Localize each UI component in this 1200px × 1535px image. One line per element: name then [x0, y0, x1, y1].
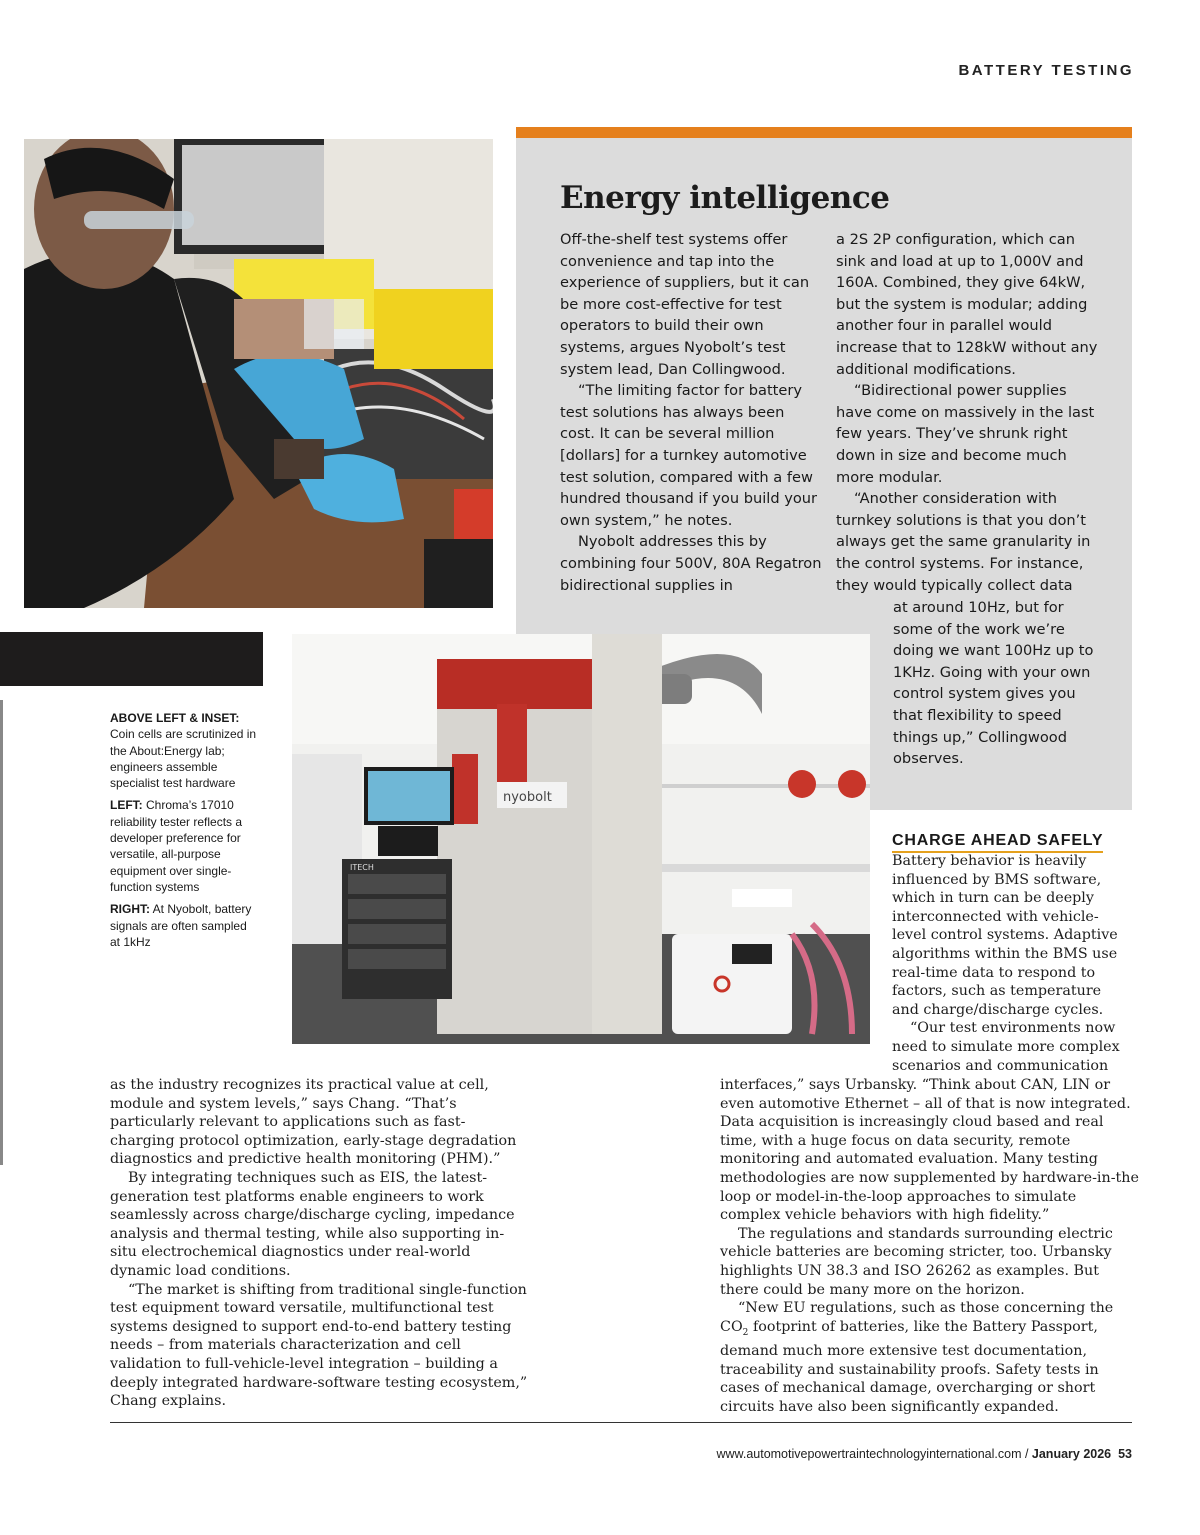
footer-rule [110, 1422, 1132, 1423]
caption-label: RIGHT: [110, 902, 150, 917]
body-column-right [720, 1076, 1140, 1417]
footer-issue: January 2026 [1031, 1447, 1112, 1461]
photo-captions [110, 710, 258, 956]
body-paragraph: By integrating techniques such as EIS, the latest-generation test platforms enable engineers to work seamlessly across charge/discharge cycling, impedance analysis and thermal testing, while also supporting in-situ electrochemical diagnostics under real-world dynamic load conditions. [110, 1169, 515, 1279]
body-paragraph: The regulations and standards surrounding electric vehicle batteries are becoming stricter, too. Urbansky highlights UN 38.3 and ISO 26262 as examples. But there could be many more on the horizon. [720, 1225, 1113, 1298]
caption-label: LEFT: [110, 798, 143, 813]
caption [110, 901, 258, 950]
sidebar-column-right [836, 229, 1098, 596]
sidebar-title: Energy intelligence [560, 180, 890, 216]
photo-nyobolt-lab [292, 634, 870, 1044]
body-column-left [110, 1076, 530, 1411]
subscript: 2 [742, 1327, 749, 1338]
inset-photo-edge [0, 632, 263, 686]
sidebar-paragraph: Nyobolt addresses this by combining four 500V, 80A Regatron bidirectional supplies in [560, 533, 822, 594]
sidebar-accent-bar [516, 127, 1132, 138]
brand-label: nyobolt [503, 790, 552, 805]
caption-text: Coin cells are scrutinized in the About:Energy lab; engineers assemble specialist test hardware [110, 727, 257, 791]
body-paragraph: interfaces,” says Urbansky. “Think about CAN, LIN or even automotive Ethernet – all of that is now integrated. Data acquisition is increasingly cloud based and real time, with a huge focus on data security, remote monitoring and automated evaluation. Many testing methodologies are now supplemented by hardware-in-the loop or model-in-the-loop approaches to simulate complex vehicle behaviors with high fidelity.” [720, 1077, 1139, 1224]
caption [110, 797, 258, 895]
section-label: BATTERY TESTING [958, 62, 1134, 79]
sidebar-paragraph: “Bidirectional power supplies have come on massively in the last few years. They’ve shrunk right down in size and become much more modular. [836, 382, 1095, 486]
photo-engineer-assembly [24, 139, 493, 608]
rack-label: ITECH [350, 863, 374, 872]
body-paragraph: as the industry recognizes its practical value at cell, module and system levels,” says Chang. “That’s particularly relevant to applications such as fast-charging protocol optimization, early-stage degradation diagnostics and predictive health monitoring (PHM).” [110, 1077, 517, 1168]
sidebar-column-left [560, 229, 822, 596]
body-paragraph: Battery behavior is heavily influenced by BMS software, which in turn can be deeply interconnected with vehicle-level control systems. Adaptive algorithms within the BMS use real-time data to respond to factors, such as temperature and charge/discharge cycles. [892, 853, 1118, 1018]
body-paragraph: “The market is shifting from traditional single-function test equipment toward versatile, multifunctional test systems designed to support end-to-end battery testing needs – from materials characterization and cell validation to full-vehicle-level integration – building a deeply integrated hardware-software testing ecosystem,” Chang explains. [110, 1281, 528, 1410]
caption-label: ABOVE LEFT & INSET: [110, 711, 240, 725]
section-subhead: CHARGE AHEAD SAFELY [892, 832, 1103, 853]
sidebar-paragraph: “The limiting factor for battery test solutions has always been cost. It can be several million [dollars] for a turnkey automotive test solution, compared with a few hundred thousand if you build your own system,” he notes. [560, 382, 818, 529]
sidebar-paragraph: Off-the-shelf test systems offer convenience and tap into the experience of suppliers, but it can be more cost-effective for test operators to build their own systems, argues Nyobolt’s test system lead, Dan Collingwood. [560, 231, 810, 378]
sidebar-paragraph: “Another consideration with turnkey solutions is that you don’t always get the same granularity in the control systems. For instance, they would typically collect data [836, 490, 1091, 594]
body-text: footprint of batteries, like the Battery Passport, demand much more extensive test documentation, traceability and sustainability proofs. Safety tests in cases of mechanical damage, overcharging or short circuits have also been significantly expanded. [720, 1318, 1099, 1415]
body-paragraph [720, 1299, 1140, 1416]
caption-text: At Nyobolt, battery signals are often sampled at 1kHz [110, 902, 252, 949]
body-column-right-top [892, 852, 1132, 1075]
caption-text: Chroma’s 17010 reliability tester reflects a developer preference for versatile, all-purpose equipment over single-function systems [110, 798, 243, 894]
caption [110, 710, 258, 791]
footer-url: www.automotivepowertraintechnologyinternational.com / [716, 1447, 1032, 1461]
sidebar-column-tail [893, 597, 1103, 770]
sidebar-paragraph: a 2S 2P configuration, which can sink and load at up to 1,000V and 160A. Combined, they give 64kW, but the system is modular; adding another four in parallel would increase that to 128kW without any additional modifications. [836, 231, 1098, 378]
sidebar-paragraph: at around 10Hz, but for some of the work we’re doing we want 100Hz up to 1KHz. Going with your own control system gives you that flexibility to speed things up,” Collingwood observes. [893, 599, 1094, 768]
body-paragraph: “Our test environments now need to simulate more complex scenarios and communication [892, 1020, 1120, 1074]
body-text: “New EU regulations, such as those concerning the CO [720, 1300, 1114, 1335]
page-edge-strip [0, 700, 3, 1165]
page-number: 53 [1118, 1447, 1132, 1461]
page-footer [716, 1447, 1132, 1461]
